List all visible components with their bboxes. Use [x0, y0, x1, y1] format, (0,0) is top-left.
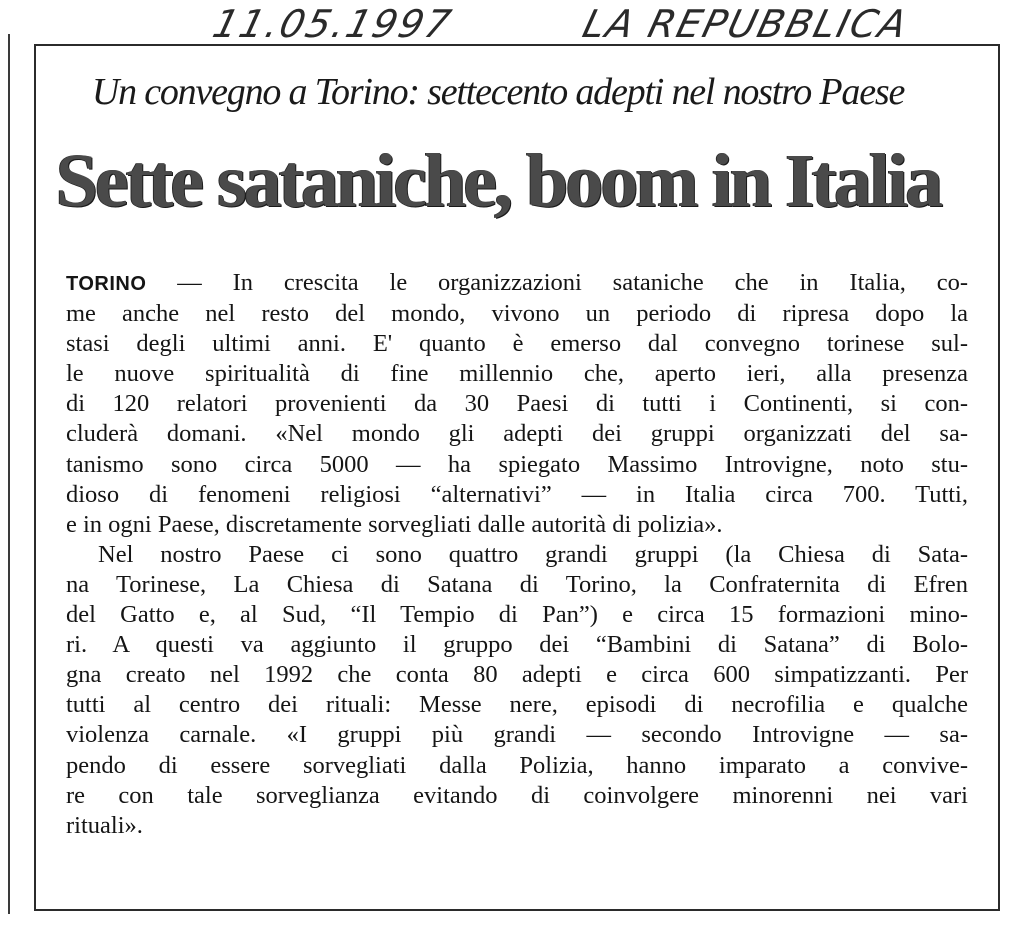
article-line: cluderà domani. «Nel mondo gli adepti dei gruppi organizzati del sa-	[66, 420, 968, 448]
article-line: tanismo sono circa 5000 — ha spiegato Massimo Introvigne, noto stu-	[66, 450, 968, 478]
article-paragraph-1	[66, 268, 968, 540]
handwritten-annotation	[200, 0, 980, 50]
handwritten-date: 11.05.1997	[208, 2, 458, 46]
handwritten-source: LA REPUBBLICA	[578, 2, 913, 46]
article-line: tutti al centro dei rituali: Messe nere, episodi di necrofilia e qualche	[66, 691, 968, 719]
article-dateline: TORINO	[66, 273, 147, 295]
article-line: Nel nostro Paese ci sono quattro grandi gruppi (la Chiesa di Sata-	[98, 540, 968, 568]
article-line: gna creato nel 1992 che conta 80 adepti e circa 600 simpatizzanti. Per	[66, 661, 968, 689]
article-line: na Torinese, La Chiesa di Satana di Torino, la Confraternita di Efren	[66, 570, 968, 598]
article-line: violenza carnale. «I gruppi più grandi — secondo Introvigne — sa-	[66, 721, 968, 749]
article-headline: Sette sataniche, boom in Italia	[55, 139, 941, 223]
article-kicker: Un convegno a Torino: settecento adepti nel nostro Paese	[91, 71, 905, 113]
article-line: del Gatto e, al Sud, “Il Tempio di Pan”) e circa 15 formazioni mino-	[66, 601, 968, 629]
scan-edge-rule	[8, 34, 10, 914]
article-line: pendo di essere sorvegliati dalla Polizia, hanno imparato a convive-	[66, 751, 968, 779]
article-line: e in ogni Paese, discretamente sorvegliati dalle autorità di polizia».	[66, 510, 723, 538]
article-line: dioso di fenomeni religiosi “alternativi” — in Italia circa 700. Tutti,	[66, 480, 968, 508]
article-body	[66, 268, 968, 841]
article-line: stasi degli ultimi anni. E' quanto è emerso dal convegno torinese sul-	[66, 330, 968, 358]
article-line: TORINO — In crescita le organizzazioni sataniche che in Italia, co-	[66, 269, 968, 296]
article-paragraph-2	[66, 540, 968, 841]
article-line: ri. A questi va aggiunto il gruppo dei “Bambini di Satana” di Bolo-	[66, 631, 968, 659]
article-line: rituali».	[66, 811, 143, 839]
article-line: di 120 relatori provenienti da 30 Paesi di tutti i Continenti, si con-	[66, 390, 968, 418]
article-line: le nuove spiritualità di fine millennio che, aperto ieri, alla presenza	[66, 360, 968, 388]
article-line: re con tale sorveglianza evitando di coinvolgere minorenni nei vari	[66, 781, 968, 809]
article-line: me anche nel resto del mondo, vivono un periodo di ripresa dopo la	[66, 300, 968, 328]
